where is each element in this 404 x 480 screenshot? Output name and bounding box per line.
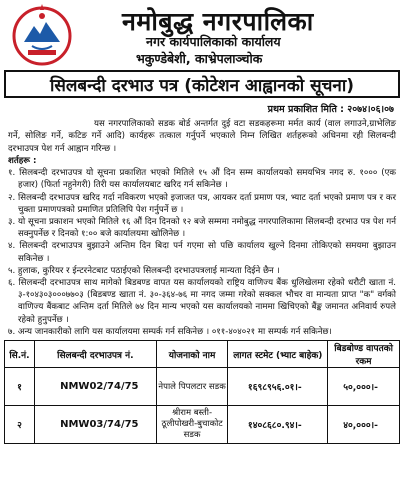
notice-title: सिलबन्दी दरभाउ पत्र (कोटेशन आह्वानको सूचना) [4, 70, 400, 98]
cell-estimate: १६९८९५६.०१।- [228, 368, 328, 406]
cell-bid-no: NMW03/74/75 [34, 406, 156, 444]
condition-item: ७. अन्य जानकारीको लागि यस कार्यालयमा सम्पर्क गर्न सकिनेछ । ०११-४०४०२१ मा सम्पर्क गर्न सकिनेछ। [8, 326, 332, 337]
conditions-heading: शर्तहरू : [8, 156, 37, 167]
condition-item: ४. सिलबन्दी दरभाउपत्र बुझाउने अन्तिम दिन बिदा पर्न गएमा सो पछि कार्यालय खुल्ने दिनमा तोकिएको समयमा बुझाउन सकिनेछ । [8, 241, 396, 264]
header-estimate: लागत स्टमेट (भ्याट बाहेक) [228, 341, 328, 368]
conditions-list [4, 167, 400, 338]
cell-project: नेपाले पिपलटार सडक [156, 368, 228, 406]
publication-date: प्रथम प्रकाशित मिति : २०७४।०६।०७ [267, 104, 394, 115]
condition-item: ६. सिलबन्दी दरभाउपत्र साथ मागेको बिडबण्ड वापत यस कार्यालयको राष्ट्रिय वाणिज्य बैंक धुलिखेलमा रहेको धरौटी खाता नं. ३-१०४३०३०००७७०३ (बिडबण्ड खाता नं. ३०-३६४-७६ मा नगद जम्मा गरेको सक्कल भौचर वा मान्यता प्राप्त "क" वर्गको वाणिज्य बैंकबाट अन्तिम दर्ता मितिले ७४ दिन मान्य भएको यस कार्यालयको नाममा खिचिएको बैंङ्क जमानत अनिवार्य रुपले रहेको हुनुपर्नेछ । [8, 278, 396, 325]
condition-item: ५. हुलाक, कुरियर र ईन्टरनेटबाट पठाईएको सिलबन्दी दरभाउपत्रलाई मान्यता दिईने छैन । [8, 265, 280, 276]
table-row [5, 406, 400, 444]
cell-bond: ४०,०००।- [328, 406, 400, 444]
cell-estimate: १४०८६८०.९४।- [228, 406, 328, 444]
cell-project: श्रीराम बस्ती-ठूलीपोखरी-बुचाकोट सडक [156, 406, 228, 444]
table-header-row [5, 341, 400, 368]
org-name: नमोबुद्ध नगरपालिका [122, 7, 314, 36]
letterhead [4, 0, 400, 68]
header-bid-no: सिलबन्दी दरभाउपत्र नं. [34, 341, 156, 368]
header-bond: बिडबोण्ड वापतको रकम [328, 341, 400, 368]
nepal-emblem-logo [10, 2, 74, 66]
condition-item: १. सिलबन्दी दरभाउपत्र यो सूचना प्रकाशित भएको मितिले १५ औं दिन सम्म कार्यालयको समयभित्र नगद रु. १००० (एक हजार) (फिर्ता नहुनेगरी) तिरी यस कार्यालयबाट खरिद गर्न सकिनेछ । [8, 168, 396, 191]
condition-item: २. सिलबन्दी दरभाउपत्र खरिद गर्दा नविकरण भएको इजाजत पत्र, आयकर दर्ता प्रमाण पत्र, भ्याट दर्ता भएको प्रमाण पत्र र कर चुक्ता प्रमाणपत्रको प्रमाणित प्रतिलिपि पेश गर्नुपर्ने छ । [8, 192, 396, 215]
cell-bid-no: NMW02/74/75 [34, 368, 156, 406]
cell-sn: २ [5, 406, 35, 444]
cell-bond: ५०,०००।- [328, 368, 400, 406]
bid-table [4, 340, 400, 444]
table-row [5, 368, 400, 406]
condition-item: ३. यो सूचना प्रकाशन भएको मितिले १६ औं दिन दिनको १२ बजे सम्ममा नमोबुद्ध नगरपालिकामा सिलबन्दी दरभाउ पत्र पेश गर्न सक्नुपर्नेछ र दिनको १:०० बजे कार्यालयमा खोलिनेछ । [8, 217, 396, 240]
office-name: नगर कार्यपालिकाको कार्यालय [146, 34, 281, 49]
cell-sn: १ [5, 368, 35, 406]
intro-paragraph: यस नगरपालिकाको सडक बोर्ड अन्तर्गत दुई वटा सडकहरूमा मर्मत कार्य (वाल लगाउने,ग्राभेलिङ गर्ने, सोलिङ गर्ने, कटिङ गर्ने आदि) कार्यहरू तत्काल गर्नुपर्ने भएकाले निम्न लिखित शर्तहरूको अधिनमा रही सिलबन्दी दरभाउपत्र पेश गर्न आह्वान गरिन्छ । [8, 119, 396, 154]
office-address: भकुण्डेबेशी, काभ्रेपलाञ्चोक [136, 51, 263, 66]
header-sn: सि.नं. [5, 341, 35, 368]
header-project: योजनाको नाम [156, 341, 228, 368]
